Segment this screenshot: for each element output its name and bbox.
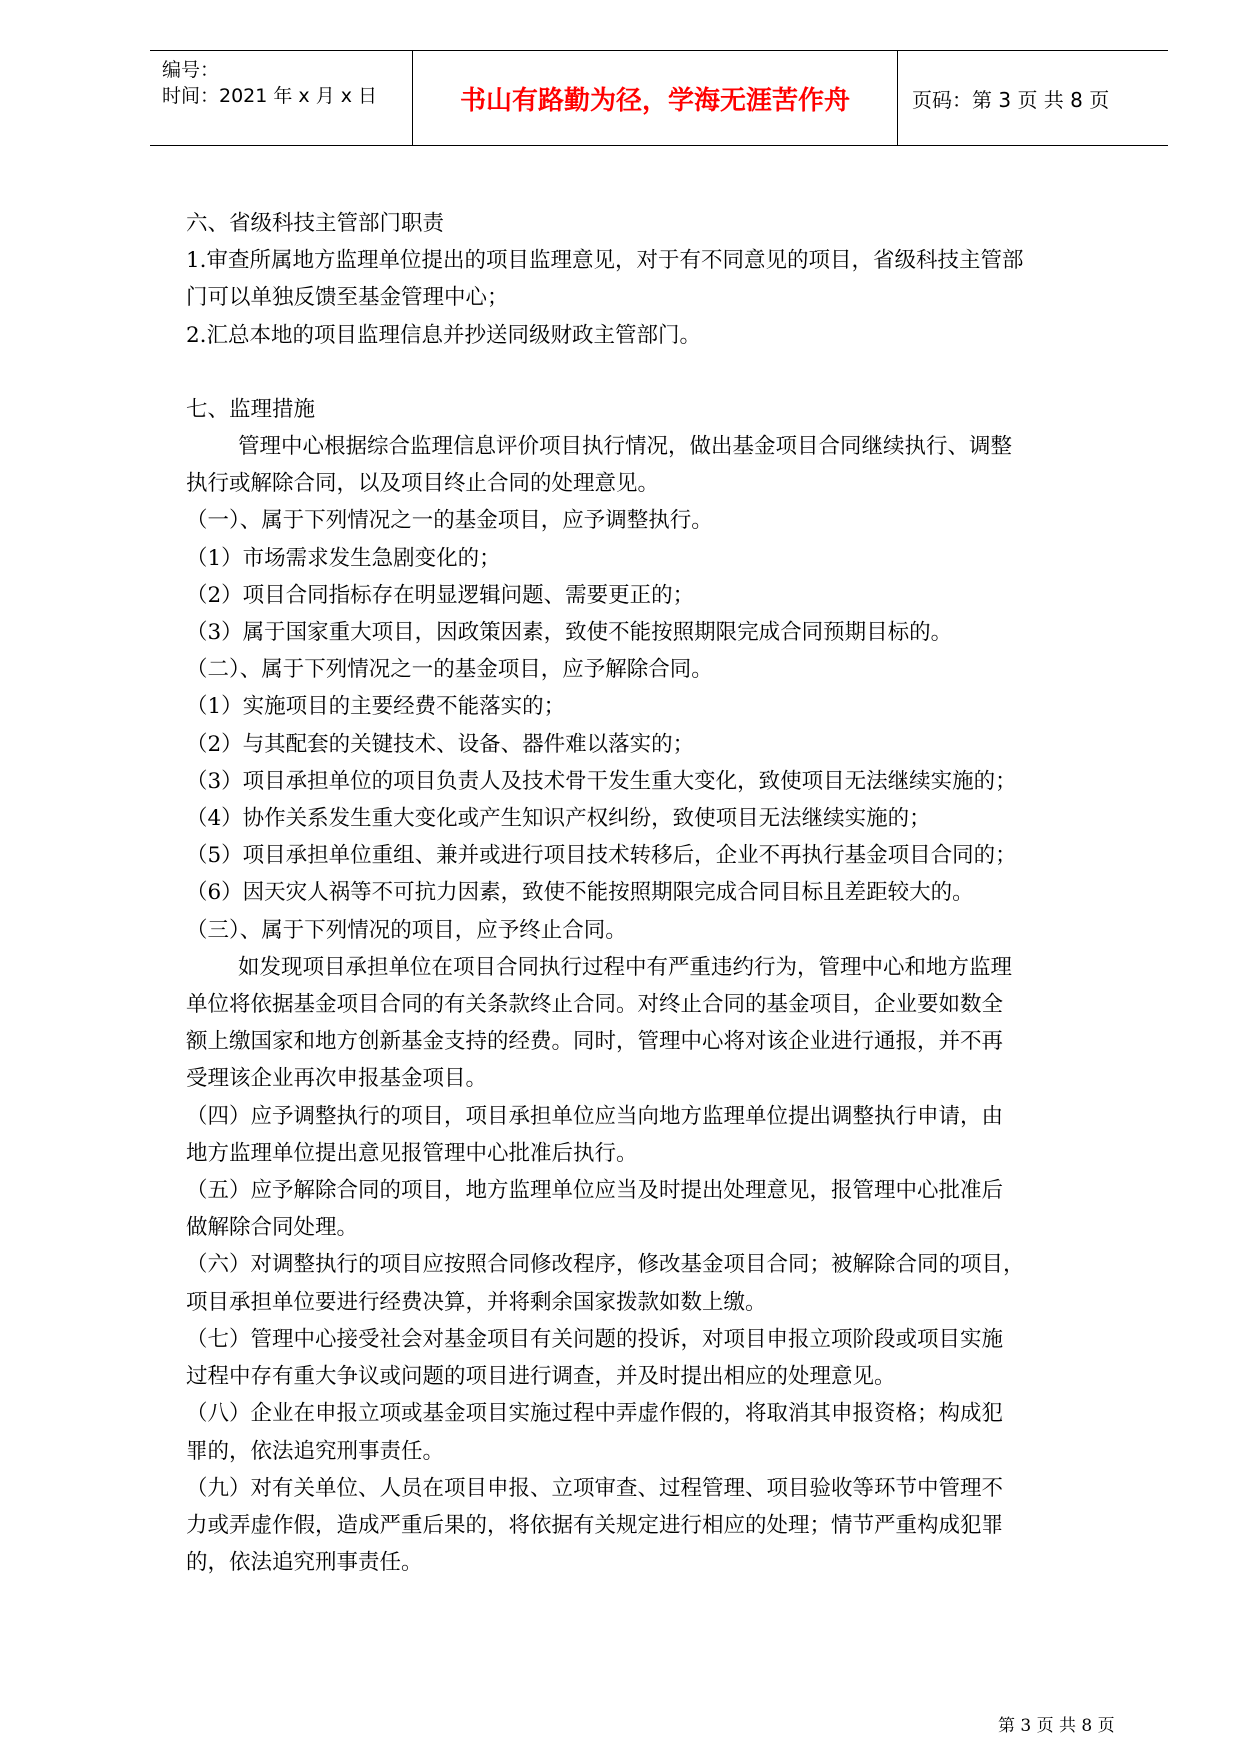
- page-footer-number: 第 3 页 共 8 页: [998, 1716, 1115, 1736]
- paragraph-line: （六）对调整执行的项目应按照合同修改程序，修改基金项目合同；被解除合同的项目，: [186, 1252, 1025, 1278]
- list-item: （4）协作关系发生重大变化或产生知识产权纠纷，致使项目无法继续实施的；: [186, 806, 931, 832]
- header-page-code: 页码：第 3 页 共 8 页: [912, 87, 1110, 112]
- list-item: （1）市场需求发生急剧变化的；: [186, 545, 501, 571]
- list-item: （6）因天灾人祸等不可抗力因素，致使不能按照期限完成合同目标且差距较大的。: [186, 880, 974, 906]
- list-item: （2）项目合同指标存在明显逻辑问题、需要更正的；: [186, 582, 695, 608]
- paragraph-line: 单位将依据基金项目合同的有关条款终止合同。对终止合同的基金项目，企业要如数全: [186, 992, 1004, 1018]
- header-motto: 书山有路勤为径，学海无涯苦作舟: [459, 85, 850, 116]
- paragraph-line: 执行或解除合同，以及项目终止合同的处理意见。: [186, 471, 660, 497]
- document-body: [186, 205, 1136, 1581]
- paragraph-line: （九）对有关单位、人员在项目申报、立项审查、过程管理、项目验收等环节中管理不: [186, 1475, 1004, 1501]
- subsection-heading: （二）、属于下列情况之一的基金项目，应予解除合同。: [186, 657, 713, 683]
- list-item: （1）实施项目的主要经费不能落实的；: [186, 694, 566, 720]
- section-heading: 七、监理措施: [186, 396, 316, 422]
- paragraph-line: 做解除合同处理。: [186, 1215, 359, 1241]
- header-center-cell: [412, 51, 898, 145]
- page-header: [150, 50, 1168, 146]
- list-item: （5）项目承担单位重组、兼并或进行项目技术转移后，企业不再执行基金项目合同的；: [186, 843, 1017, 869]
- paragraph-line: 过程中存有重大争议或问题的项目进行调查，并及时提出相应的处理意见。: [186, 1364, 896, 1390]
- subsection-heading: （一）、属于下列情况之一的基金项目，应予调整执行。: [186, 508, 713, 534]
- paragraph-line: 地方监理单位提出意见报管理中心批准后执行。: [186, 1140, 638, 1166]
- paragraph-line: 1.审查所属地方监理单位提出的项目监理意见，对于有不同意见的项目，省级科技主管部: [186, 248, 1024, 274]
- header-left-cell: [150, 51, 412, 145]
- blank-line: [186, 354, 1136, 391]
- paragraph-line: 如发现项目承担单位在项目合同执行过程中有严重违约行为，管理中心和地方监理: [238, 954, 1013, 980]
- paragraph-line: （八）企业在申报立项或基金项目实施过程中弄虚作假的，将取消其申报资格；构成犯: [186, 1401, 1004, 1427]
- header-right-cell: [898, 51, 1168, 145]
- paragraph-line: 2.汇总本地的项目监理信息并抄送同级财政主管部门。: [186, 322, 702, 348]
- document-date: 时间：2021 年 x 月 x 日: [162, 85, 378, 107]
- paragraph-line: （七）管理中心接受社会对基金项目有关问题的投诉，对项目申报立项阶段或项目实施: [186, 1326, 1004, 1352]
- paragraph-line: 项目承担单位要进行经费决算，并将剩余国家拨款如数上缴。: [186, 1289, 767, 1315]
- paragraph-line: 门可以单独反馈至基金管理中心；: [186, 285, 509, 311]
- document-number-label: 编号：: [162, 59, 220, 81]
- paragraph-line: 管理中心根据综合监理信息评价项目执行情况，做出基金项目合同继续执行、调整: [238, 434, 1013, 460]
- list-item: （3）属于国家重大项目，因政策因素，致使不能按照期限完成合同预期目标的。: [186, 620, 953, 646]
- paragraph-line: 力或弄虚作假，造成严重后果的，将依据有关规定进行相应的处理；情节严重构成犯罪: [186, 1512, 1004, 1538]
- paragraph-line: （五）应予解除合同的项目，地方监理单位应当及时提出处理意见，报管理中心批准后: [186, 1178, 1004, 1204]
- list-item: （2）与其配套的关键技术、设备、器件难以落实的；: [186, 731, 695, 757]
- list-item: （3）项目承担单位的项目负责人及技术骨干发生重大变化，致使项目无法继续实施的；: [186, 768, 1017, 794]
- paragraph-line: 受理该企业再次申报基金项目。: [186, 1066, 488, 1092]
- paragraph-line: 的，依法追究刑事责任。: [186, 1550, 423, 1576]
- subsection-heading: （三）、属于下列情况的项目，应予终止合同。: [186, 917, 627, 943]
- paragraph-line: 额上缴国家和地方创新基金支持的经费。同时，管理中心将对该企业进行通报，并不再: [186, 1029, 1004, 1055]
- paragraph-line: 罪的，依法追究刑事责任。: [186, 1438, 445, 1464]
- paragraph-line: （四）应予调整执行的项目，项目承担单位应当向地方监理单位提出调整执行申请，由: [186, 1103, 1004, 1129]
- section-heading: 六、省级科技主管部门职责: [186, 211, 445, 236]
